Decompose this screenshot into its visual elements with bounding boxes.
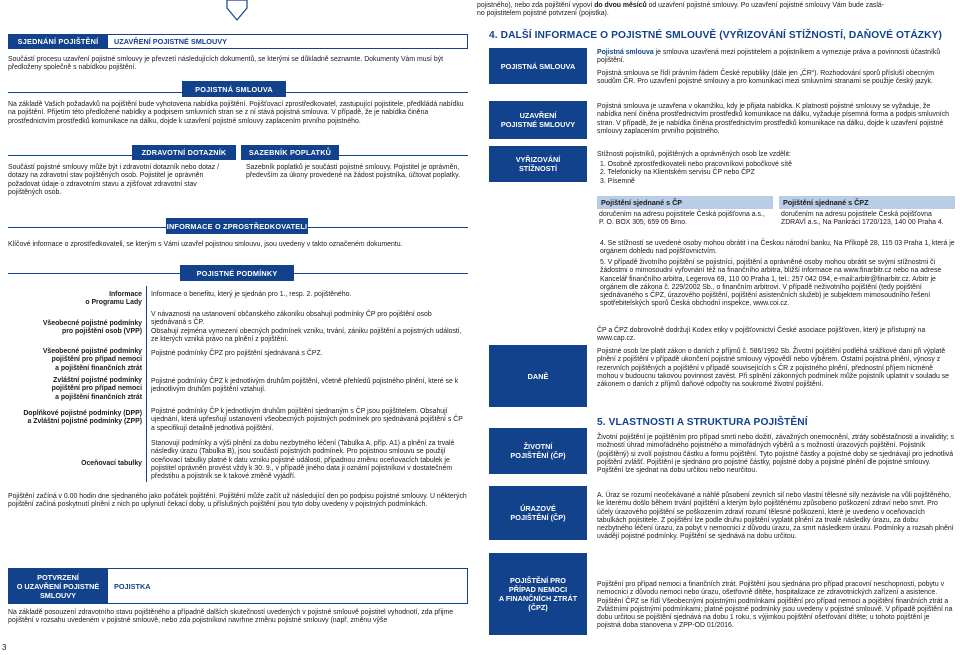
label-pojistna-smlouva: POJISTNÁ SMLOUVA <box>489 48 587 84</box>
pojistka-box: POJISTKA <box>108 568 468 604</box>
item-4: 4. Se stížností se uvedené osoby mohou obrátit i na Českou národní banku, Na Příkopě 28, 115 03 Praha 1, která je orgánem dohledu nad pojišťovnictvím. <box>600 240 955 256</box>
table-cell-cpz: doručením na adresu pojistitele Česká pojišťovna ZDRAVÍ a.s., Na Pankráci 1720/123, 140 00 Praha 4. <box>781 211 944 227</box>
informace-zprostredkovatel-label: INFORMACE O ZPROSTŘEDKOVATELI <box>166 218 308 234</box>
arrow-down-outline-icon <box>226 0 248 24</box>
pojistna-smlouva-text-2: Pojistná smlouva se řídí právním řádem České republiky (dále jen „ČR“). Rozhodování sporů přísluší obecným soudům ČR. Pro uzavření pojistné smlouvy a pro komunikaci mezi smluvními stranami se použije český jazyk. <box>597 70 935 86</box>
podminka-name: Všeobecné pojistné podmínky pojištění pro případ nemoci a pojištění finančních ztrát <box>42 348 142 372</box>
nemoc-text: Pojištění pro případ nemoci a finančních ztrát. Pojištění jsou sjednána pro případ pracovní neschopnosti, pobytu v nemocnici z důvodu nemoci nebo úrazu, ošetřovně dítěte, hospitalizace ze zdravotnických zařízení a asistence. Pojištění ČPZ se řídí Všeobecnými pojistnými podmínkami pojištění pro případ nemoci a pojištění finančních ztrát a Zvláštními pojistnými podmínkami; platné pojistné podmínky jsou uvedeny v pojistné smlouvě. V případě pojištění na dobu určitou se pojištění sjednává na dobu 1 roku, s výjimkou pojištění ošetřování dítěte; u tohoto pojištění je pojistná doba stanovena v ZPP-OD 01/2016. <box>597 581 953 630</box>
stiznosti-intro: Stížnosti pojistníků, pojištěných a oprávněných osob lze vzdělit: <box>597 151 791 158</box>
label-uzavreni: UZAVŘENÍ POJISTNÉ SMLOUVY <box>489 101 587 139</box>
section-5-title: 5. VLASTNOSTI A STRUKTURA POJIŠTĚNÍ <box>597 417 808 428</box>
label-vyrizovani-stiznosti: VYŘIZOVÁNÍ STÍŽNOSTÍ <box>489 146 587 182</box>
kodex-text: ČP a ČPZ dobrovolně dodržují Kodex etiky v pojišťovnictví České asociace pojišťoven, který je přístupný na www.cap.cz. <box>597 327 926 343</box>
podminka-desc: Stanovují podmínky a výši plnění za dobu nezbytného léčení (Tabulka A, příp. A1) a plnění za trvalé následky úrazu (Tabulka B), jsou součástí pojistných podmínek. Pro pojistnou smlouvu se použijí oceňovací tabulky platné k datu vzniku pojistné události, případnou změnu oceňovacích tabulek je pojistitel oprávněn provést vždy k 30. 9., v případě jiného data ji oznámí pojistníkovi v dostatečném předstihu a pojistník se k takové změně vyjádří. <box>151 440 455 481</box>
list-item: 1. Osobně zprostředkovateli nebo pracovníkovi pobočkové sítě <box>600 161 792 168</box>
label-dane: DANĚ <box>489 345 587 407</box>
top-right-text: pojistného), nebo zda pojištění vypoví do dvou měsíců od uzavření pojistné smlouvy. Po uzavření pojistné smlouvy Vám bude zaslá- no pojistitelem pojistné potvrzení (pojistka). <box>477 2 885 18</box>
pojistne-podminky-label: POJISTNÉ PODMÍNKY <box>180 265 294 281</box>
table-header-cp: Pojištění sjednané s ČP <box>597 196 773 209</box>
podminka-desc: Pojistné podmínky ČPZ pro pojištění sjednávaná s ČPZ. <box>151 350 323 357</box>
podminka-name: Zvláštní pojistné podmínky pojištění pro případ nemoci a pojištění finančních ztrát <box>51 377 142 401</box>
zivotni-text: Životní pojištění je pojištěním pro případ smrti nebo dožití, závažných onemocnění, ztráty soběstačnosti a invalidity; s možností úhrad mimořádného pojistného a mimořádných výběrů a s možností úrazových pojištění. Pojistník (pojištěný) si zvolí pojistnou částku a formu pojištění. Tyto pojistné částky a pojistné doby se sjednávají pro jednotlivá pojištění zvlášť. Pojištění je sjednáno pro pojistné částky, pojistné doby a pojistné plnění dle pojistné smlouvy. Pojištění lze sjednat na dobu určitou nebo neurčitou. <box>597 434 954 475</box>
zdravotni-dotaznik-text: Součástí pojistné smlouvy může být i zdravotní dotazník nebo dotaz / dotazy na zdravotní stav pojištěných osob. Pojistitel je oprávněn požadovat údaje o zdravotním stavu a zjišťovat zdravotní stav pojištěných osob. <box>8 164 220 196</box>
podminka-desc: Pojistné podmínky ČP k jednotlivým druhům pojištění sjednaným s ČP jsou pojištitelem. Obsahují ujednání, která upřesňují ustanovení všeobecných pojistných podmínek pro sjednávaná pojištění s ČP a specifikují detailně jednotlivá pojištění. <box>151 408 463 432</box>
pojistna-smlouva-text: Pojistná smlouva je smlouva uzavřená mezi pojistitelem a pojistníkem a vymezuje práva a povinnosti účastníků pojištění. <box>597 49 941 65</box>
list-item: 2. Telefonicky na Klientském servisu ČP nebo ČPZ <box>600 169 755 177</box>
intro-text: Součástí procesu uzavření pojistné smlouvy je převzetí následujících dokumentů, se kterými se důkladně seznamte. Dokumenty Vám musí být předloženy společně s nabídkou pojištění. <box>8 56 444 72</box>
label-zivotni-pojisteni: ŽIVOTNÍ POJIŠTĚNÍ (ČP) <box>489 428 587 474</box>
uzavreni-text: Pojistná smlouva je uzavřena v okamžiku, kdy je přijata nabídka. K platnosti pojistné smlouvy se vyžaduje, že nabídka není činěna prostřednictvím prostředků komunikace na dálku, vyžaduje písemná forma a podpis smluvních stran. V případě, že je nabídka činěna prostřednictvím prostředků komunikace na dálku, dojde k uzavření pojistné smlouvy zaplacením prvního pojistného. <box>597 103 949 135</box>
sazebnik-label: SAZEBNÍK POPLATKŮ <box>241 145 339 160</box>
table-cell-cp: doručením na adresu pojistitele Česká pojišťovna a.s., P. O. BOX 305, 659 05 Brno. <box>599 211 765 227</box>
stiznosti-table <box>597 196 955 228</box>
list-item: 3. Písemně <box>600 177 635 185</box>
podminka-name: Doplňkové pojistné podmínky (DPP) a Zvláštní pojistné podmínky (ZPP) <box>23 410 142 426</box>
sazebnik-text: Sazebník poplatků je součástí pojistné smlouvy. Pojistitel je oprávněn, především za úkony provedené na žádost pojistníka, účtovat poplatky. <box>246 164 460 180</box>
podminka-name: Informace o Programu Lady <box>85 291 142 307</box>
podminka-desc: Informace o benefitu, který je sjednán pro 1., resp. 2. pojištěného. <box>151 291 352 298</box>
tab-sjednani: SJEDNÁNÍ POJIŠTĚNÍ <box>8 34 108 49</box>
potvrzeni-label: POTVRZENÍ O UZAVŘENÍ POJISTNÉ SMLOUVY <box>8 568 108 604</box>
pojisteni-zacina-text: Pojištění začíná v 0.00 hodin dne sjednaného jako počátek pojištění. Pojištění může začít už následující den po podpisu pojistné smlouvy. U některých pojištění začíná poskytnutí plnění z nich po uplynutí čekací doby, u příslušných pojištění jsou tyto doby uvedeny v pojistných podmínkách. <box>8 493 467 509</box>
podminka-desc: Pojistné podmínky ČPZ k jednotlivým druhům pojištění, včetně přehledů pojistného plnění, které se k jednotlivým druhům pojištění vztahují. <box>151 378 459 394</box>
table-header-cpz: Pojištění sjednané s ČPZ <box>779 196 955 209</box>
tab-uzavreni: UZAVŘENÍ POJISTNÉ SMLOUVY <box>108 34 468 49</box>
zdravotni-dotaznik-label: ZDRAVOTNÍ DOTAZNÍK <box>132 145 236 160</box>
dane-text: Pojistné osob lze platit zákon o daních z příjmů č. 586/1992 Sb. Životní pojištění podléhá srážkové dani při výplatě plnění z pojištění v případě ukončení pojistné smlouvy výpovědí nebo výběrem. Ostatní pojistná plnění, výnosy z rezervních pojištěných a pojištění v případě souvisejících s ČR z pojistného plnění, přednostní příjem nicméně mohou v budoucnu takovou povinnost zavést. Při splnění zákonných podmínek může pojistník uplatnit v souladu se zákonem o daních z příjmů daňové odpočty na soukromé životní pojištění. <box>597 348 950 389</box>
label-nemoc-financni-ztraty: POJIŠTĚNÍ PRO PŘÍPAD NEMOCI A FINANČNÍCH ZTRÁT (ČPZ) <box>489 553 587 635</box>
podminka-name: Oceňovací tabulky <box>81 460 142 467</box>
pojistna-smlouva-label: POJISTNÁ SMLOUVA <box>182 81 286 97</box>
pojistka-text: Na základě posouzení zdravotního stavu pojištěného a případně dalších skutečností uvedených v pojistné smlouvě pojistitel vyhodnotí, zda přijme pojištění v rozsahu uvedeném v pojistné smlouvě, nebo zda pojistníkovi navrhne změnu pojistné smlouvy (např. změnu výše <box>8 609 454 625</box>
urazove-text: A. Úraz se rozumí neočekávané a náhlé působení zevních sil nebo vlastní tělesné síly nezávisle na vůli pojištěného, ke kterému došlo během trvání pojištění a kterým bylo pojištěnému způsobeno poškození zdraví nebo smrt. Pro účely úrazového pojištění se poškozením zdraví rozumí tělesné poškození, které je uvedeno v oceňovacích tabulkách pojistitele. Z pojištění lze podle druhu pojištění vyplatit plnění za trvalé následky úrazu, za dobu nezbytného léčení úrazu, za pobyt v nemocnici z důvodu úrazu, za smrt následkem úrazu. Podmínky a rozsah plnění uvádějí pojistné podmínky. Pojištění se sjednává na dobu určitou. <box>597 492 954 541</box>
page-number: 3 <box>2 643 7 652</box>
podminka-desc: V návaznosti na ustanovení občanského zákoníku obsahují podmínky ČP pro pojištění osob sjednávaná s ČP. Obsahují zejména vymezení obecných podmínek vzniku, trvání, zániku pojištění a pojistných událostí, ze kterých vzniká právo na plnění z pojištění. <box>151 311 462 343</box>
section-4-title: 4. DALŠÍ INFORMACE O POJISTNÉ SMLOUVĚ (VYŘIZOVÁNÍ STÍŽNOSTÍ, DAŇOVÉ OTÁZKY) <box>489 30 942 41</box>
item-5: 5. V případě životního pojištění se pojistníci, pojištění a oprávněné osoby mohou obrátit se svými stížnostmi či žádostmi o mimosoudní vyřovnání též na finančního arbitra, bližší informace na www.finarbitr.cz nebo na adrese Kancelář finančního arbitra, Legerova 69, 110 00 Praha 1, tel.: 257 042 094, e-mail:arbitr@finarbitr.cz. Arbitr je orgánem dle zákona č. 229/2002 Sb., o finančním arbitrovi. V případě neživotního pojištění (tedy pojištění sjednávaného s ČPZ, úrazového pojištění, pojištění asistenčních služeb) je subjektem mimosoudního řešení spotřebitelských sporů Česká obchodní inspekce, www.coi.cz. <box>600 259 942 308</box>
informace-zprostredkovatel-text: Klíčové informace o zprostředkovateli, se kterým s Vámi uzavřel pojistnou smlouvu, jsou uvedeny v takto označeném dokumentu. <box>8 241 403 248</box>
stiznosti-list <box>600 161 955 186</box>
pojistna-smlouva-text: Na základě Vašich požadavků na pojištění bude vyhotovena nabídka pojištění. Pojišťovací zprostředkovatel, zastupující pojistitele, předkládá nabídku na pojištění. Přijetím této předložené nabídky a podpisem smluvních stran se z ní stává pojistná smlouva. V případě, že je nabídka činěna prostřednictvím prostředků komunikace na dálku, dojde k uzavření pojistné smlouvy zaplacením prvního pojistného. <box>8 101 464 125</box>
label-urazove-pojisteni: ÚRAZOVÉ POJIŠTĚNÍ (ČP) <box>489 486 587 540</box>
podminka-name: Všeobecné pojistné podmínky pro pojištění osob (VPP) <box>42 320 142 336</box>
